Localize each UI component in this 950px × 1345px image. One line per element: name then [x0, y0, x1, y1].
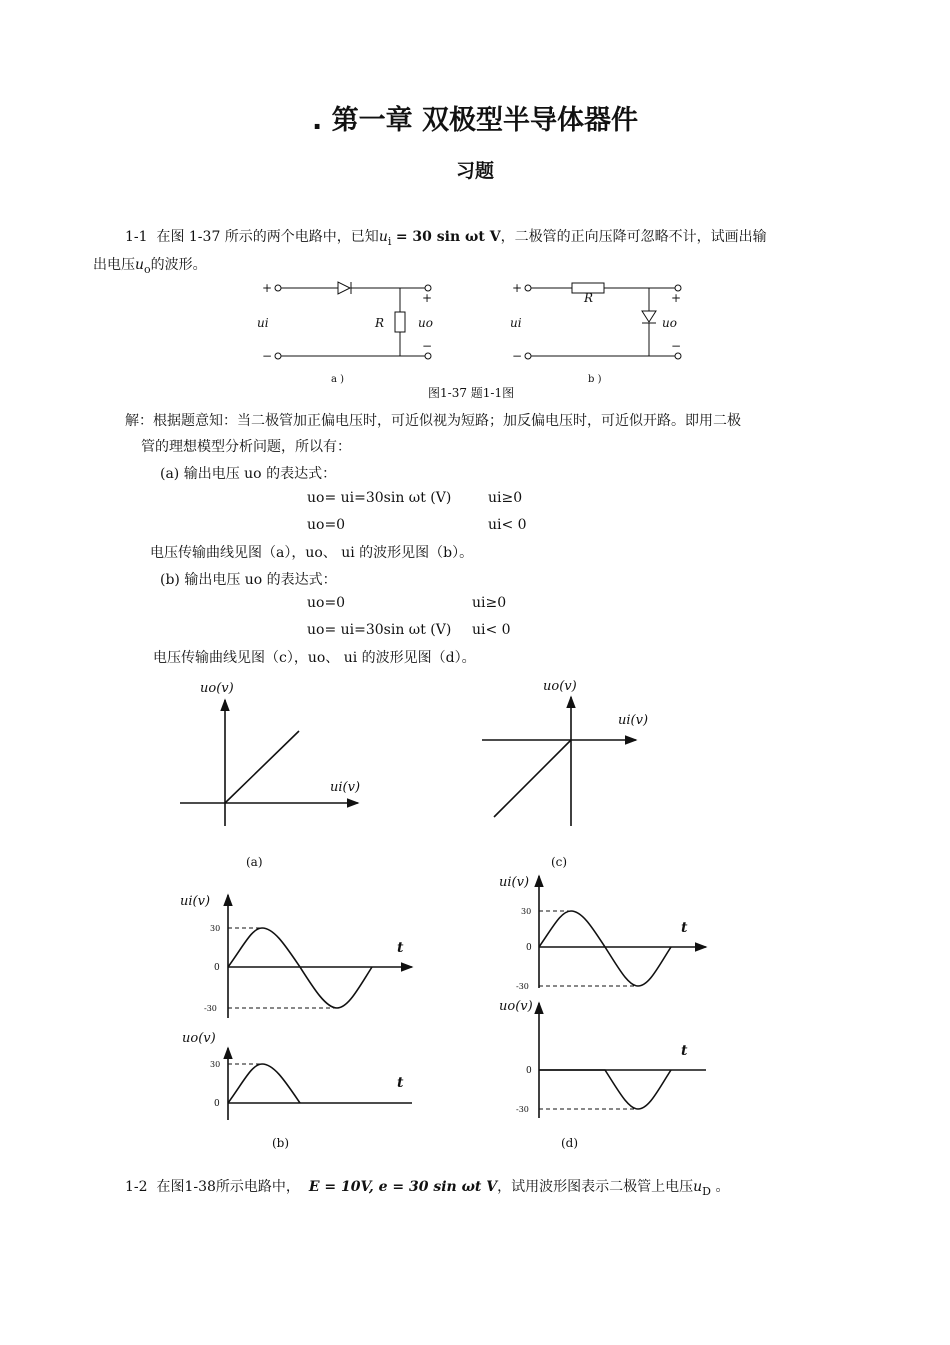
problem-2-formula: E = 10V, e = 30 sin ωt V	[308, 1179, 498, 1195]
axis-label-c-uo: uo(v)	[543, 679, 577, 694]
problem-2-text: 在图1-38所示电路中，	[156, 1179, 300, 1195]
var-uo-sub: o	[144, 262, 151, 276]
waveform-b-ui	[228, 895, 412, 1018]
transfer-curve-c	[482, 697, 636, 826]
minus-b-in: −	[512, 349, 523, 363]
waveform-b-uo	[228, 1048, 412, 1120]
problem-1-2	[125, 1176, 729, 1198]
tick-d-30: 30	[521, 907, 532, 916]
figure-caption: 图1-37 题1-1图	[428, 386, 515, 400]
problem-text-3: 出电压	[93, 257, 135, 273]
t-label-d1: t	[681, 920, 688, 936]
solution-a-heading: (a) 输出电压 uo 的表达式：	[160, 466, 337, 482]
solution-line1: 解：根据题意知：当二极管加正偏电压时，可近似视为短路；加反偏电压时，可近似开路。即用二极	[125, 413, 741, 429]
r-a: R	[375, 316, 385, 330]
solution-line2: 管的理想模型分析问题，所以有：	[141, 439, 351, 455]
plus-a-out: +	[422, 291, 433, 305]
solution-b-eq1: uo=0	[307, 595, 346, 611]
solution-b-cond2: ui< 0	[472, 622, 511, 638]
transfer-curve-a	[180, 700, 361, 826]
minus-a-in: −	[262, 349, 273, 363]
t-label-d2: t	[681, 1043, 688, 1059]
axis-label-a-uo: uo(v)	[200, 681, 234, 696]
circuit-label-b: b )	[588, 374, 602, 385]
problem-text-2: ，二极管的正向压降可忽略不计，试画出输	[500, 229, 767, 245]
var-uo: u	[135, 257, 145, 273]
formula: = 30 sin ωt V	[395, 229, 501, 245]
ui-a: ui	[257, 316, 269, 330]
caption-a: (a)	[246, 855, 263, 869]
uo-a: uo	[418, 316, 433, 330]
axis-label-c-ui: ui(v)	[618, 713, 649, 728]
ui-b: ui	[510, 316, 522, 330]
t-label-b1: t	[397, 940, 404, 956]
uo-b: uo	[662, 316, 677, 330]
axis-label-d-ui: ui(v)	[499, 875, 530, 890]
caption-b: (b)	[272, 1136, 290, 1150]
problem-text-4: 的波形。	[150, 257, 207, 273]
solution-a-eq2: uo=0	[307, 517, 346, 533]
solution-b-note: 电压传输曲线见图（c），uo、 ui 的波形见图（d）。	[153, 650, 476, 666]
tick-b-0: 0	[214, 963, 220, 973]
problem-2-end: 。	[715, 1179, 730, 1195]
solution-b-heading: (b) 输出电压 uo 的表达式：	[160, 572, 337, 588]
plus-b-in: +	[512, 281, 523, 295]
plus-b-out: +	[671, 291, 682, 305]
minus-b-out: −	[671, 339, 682, 353]
problem-2-var: u	[693, 1179, 703, 1195]
solution-a-note: 电压传输曲线见图（a），uo、 ui 的波形见图（b）。	[150, 545, 474, 561]
problem-2-text-2: ，试用波形图表示二极管上电压	[497, 1179, 694, 1195]
section-subtitle: 习题	[455, 160, 494, 182]
circuit-label-a: a )	[331, 374, 345, 385]
minus-a-out: −	[422, 339, 433, 353]
problem-2-sub: D	[702, 1184, 711, 1198]
formula-var: u	[378, 229, 388, 245]
t-label-b2: t	[397, 1075, 404, 1091]
axis-label-b-uo: uo(v)	[182, 1031, 216, 1046]
solution-a-cond2: ui< 0	[488, 517, 527, 533]
solution-b-cond1: ui≥0	[472, 595, 507, 611]
r-b: R	[584, 291, 594, 305]
tick-d-0: 0	[526, 943, 532, 953]
solution-b-eq2: uo= ui=30sin ωt (V)	[307, 622, 452, 638]
problem-2-number: 1-2	[125, 1179, 148, 1195]
caption-d: (d)	[561, 1136, 579, 1150]
tick-b2-30: 30	[210, 1060, 221, 1069]
caption-c: (c)	[551, 855, 568, 869]
plus-a-in: +	[262, 281, 273, 295]
tick-b-m30: -30	[204, 1004, 217, 1013]
solution-a-cond1: ui≥0	[488, 490, 523, 506]
formula-sub: i	[387, 234, 392, 248]
axis-label-d-uo: uo(v)	[499, 999, 533, 1014]
problem-number: 1-1	[125, 229, 148, 245]
axis-label-b-ui: ui(v)	[180, 894, 211, 909]
axis-label-a-ui: ui(v)	[330, 780, 361, 795]
tick-d2-m30: -30	[516, 1105, 529, 1114]
problem-text: 在图 1-37 所示的两个电路中，已知	[156, 229, 379, 245]
tick-b-30: 30	[210, 924, 221, 933]
page-title: . 第一章 双极型半导体器件	[311, 105, 639, 136]
tick-d-m30: -30	[516, 982, 529, 991]
waveform-d-uo	[539, 1003, 706, 1118]
tick-b2-0: 0	[214, 1099, 220, 1109]
tick-d2-0: 0	[526, 1066, 532, 1076]
solution-a-eq1: uo= ui=30sin ωt (V)	[307, 490, 452, 506]
